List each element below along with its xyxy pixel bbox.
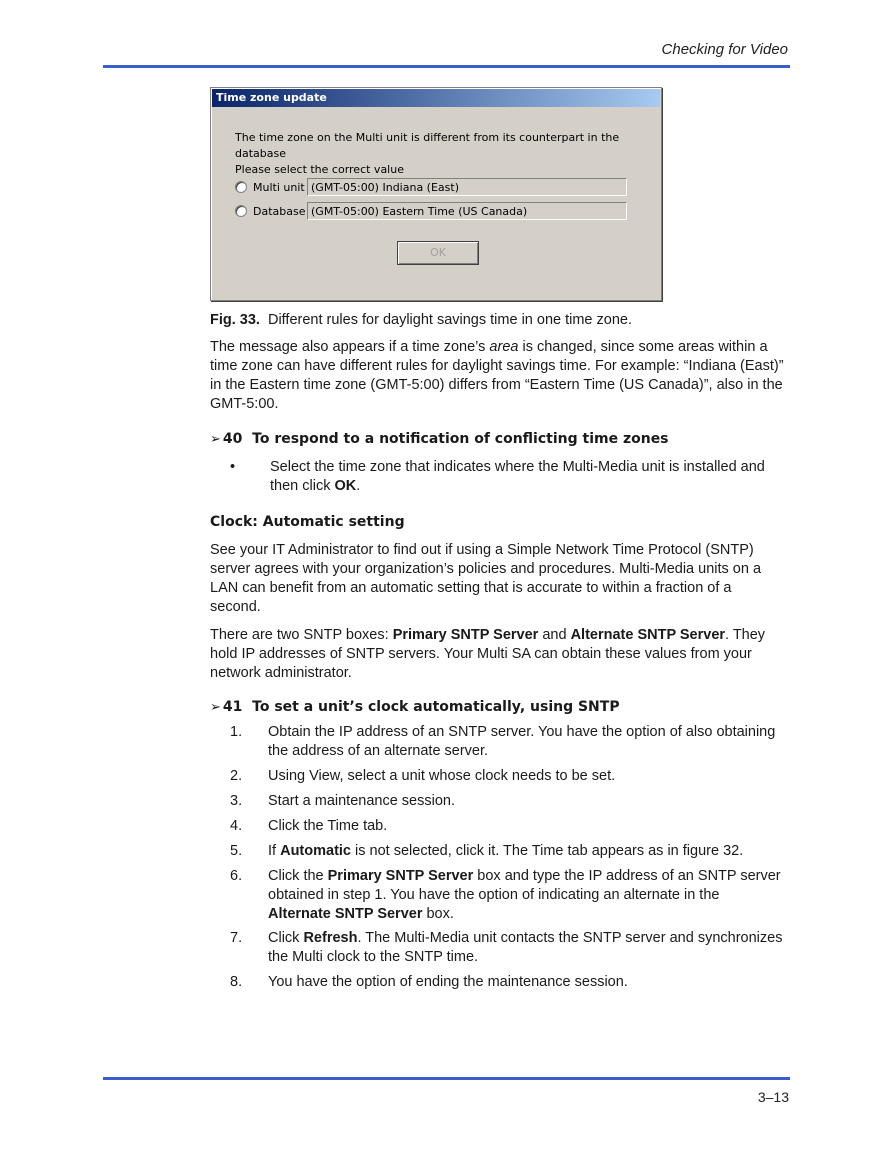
step-line: Click the Time tab.	[268, 818, 388, 834]
multi-unit-timezone-field: (GMT-05:00) Indiana (East)	[307, 178, 627, 196]
bullet-line: Select the time zone that indicates where the Multi-Media unit is installed and	[270, 459, 765, 475]
ok-button[interactable]: OK	[397, 241, 479, 265]
step-line: Click Refresh. The Multi-Media unit contacts the SNTP server and synchronizes	[268, 930, 783, 946]
paragraph-line: server agrees with your organization’s policies and procedures. Multi-Media units on a	[210, 561, 762, 577]
page-number: 3–13	[757, 1089, 789, 1105]
procedure-40-bullet	[230, 458, 790, 498]
database-label: Database	[253, 204, 306, 218]
step-line: Start a maintenance session.	[268, 793, 455, 809]
paragraph-line: The message also appears if a time zone’s area is changed, since some areas within a	[210, 339, 768, 355]
figure-caption	[210, 311, 790, 330]
step-line: the Multi clock to the SNTP time.	[268, 949, 479, 965]
database-timezone-field: (GMT-05:00) Eastern Time (US Canada)	[307, 202, 627, 220]
database-radio[interactable]	[235, 205, 247, 217]
step-number: 3.	[230, 793, 243, 809]
step-number: 4.	[230, 818, 243, 834]
step-line: the address of an alternate server.	[268, 743, 489, 759]
paragraph-line: GMT-5:00.	[210, 396, 279, 412]
step-number: 2.	[230, 768, 243, 784]
step-line: You have the option of ending the maintenance session.	[268, 974, 628, 990]
time-zone-dialog	[210, 87, 662, 301]
step-line: Obtain the IP address of an SNTP server. You have the option of also obtaining	[268, 724, 776, 740]
database-option[interactable]	[235, 201, 627, 221]
caption-label: Fig. 33.	[210, 312, 260, 328]
step-line: obtained in step 1. You have the option of indicating an alternate in the	[268, 887, 720, 903]
paragraph-line: time zone can have different rules for daylight savings time. For example: “Indiana (East)”	[210, 358, 784, 374]
multi-unit-radio[interactable]	[235, 181, 247, 193]
paragraph-line: LAN can benefit from an automatic setting that is accurate to within a fraction of a	[210, 580, 732, 596]
paragraph-line: hold IP addresses of SNTP servers. Your Multi SA can obtain these values from your	[210, 646, 752, 662]
paragraph-line: second.	[210, 599, 261, 615]
paragraph-line: in the Eastern time zone (GMT-5:00) differs from “Eastern Time (US Canada)”, also in the	[210, 377, 783, 393]
paragraph-it-admin	[210, 541, 790, 617]
step-line: Click the Primary SNTP Server box and type the IP address of an SNTP server	[268, 868, 781, 884]
step-number: 8.	[230, 974, 243, 990]
running-head: Checking for Video	[661, 41, 788, 58]
step-number: 1.	[230, 724, 243, 740]
paragraph-line: See your IT Administrator to find out if using a Simple Network Time Protocol (SNTP)	[210, 542, 754, 558]
paragraph-sntp-boxes	[210, 626, 790, 683]
dialog-message-line: Please select the correct value	[235, 163, 404, 176]
paragraph-line: There are two SNTP boxes: Primary SNTP Server and Alternate SNTP Server. They	[210, 627, 766, 643]
dialog-message	[235, 130, 661, 178]
arrow-icon: ➢	[210, 700, 221, 715]
step-line: Using View, select a unit whose clock needs to be set.	[268, 768, 616, 784]
multi-unit-label: Multi unit	[253, 180, 305, 194]
bullet-line: then click OK.	[270, 478, 361, 494]
step-number: 6.	[230, 868, 243, 884]
header-rule	[103, 65, 790, 68]
step-line: If Automatic is not selected, click it. The Time tab appears as in figure 32.	[268, 843, 744, 859]
arrow-icon: ➢	[210, 432, 221, 447]
procedure-40-heading: ➢ 40 To respond to a notification of conflicting time zones	[210, 431, 669, 447]
procedure-41-heading: ➢ 41 To set a unit’s clock automatically, using SNTP	[210, 699, 620, 715]
footer-rule	[103, 1077, 790, 1080]
bullet-icon: •	[230, 459, 236, 475]
paragraph-area-note	[210, 338, 790, 414]
paragraph-line: network administrator.	[210, 665, 352, 681]
step-number: 5.	[230, 843, 243, 859]
caption-text: Different rules for daylight savings time in one time zone.	[267, 312, 632, 328]
dialog-message-line: The time zone on the Multi unit is different from its counterpart in the database	[235, 131, 620, 160]
section-heading-clock: Clock: Automatic setting	[210, 514, 405, 530]
step-line: Alternate SNTP Server box.	[268, 906, 454, 922]
step-number: 7.	[230, 930, 243, 946]
dialog-title: Time zone update	[212, 89, 660, 107]
multi-unit-option[interactable]	[235, 177, 627, 197]
